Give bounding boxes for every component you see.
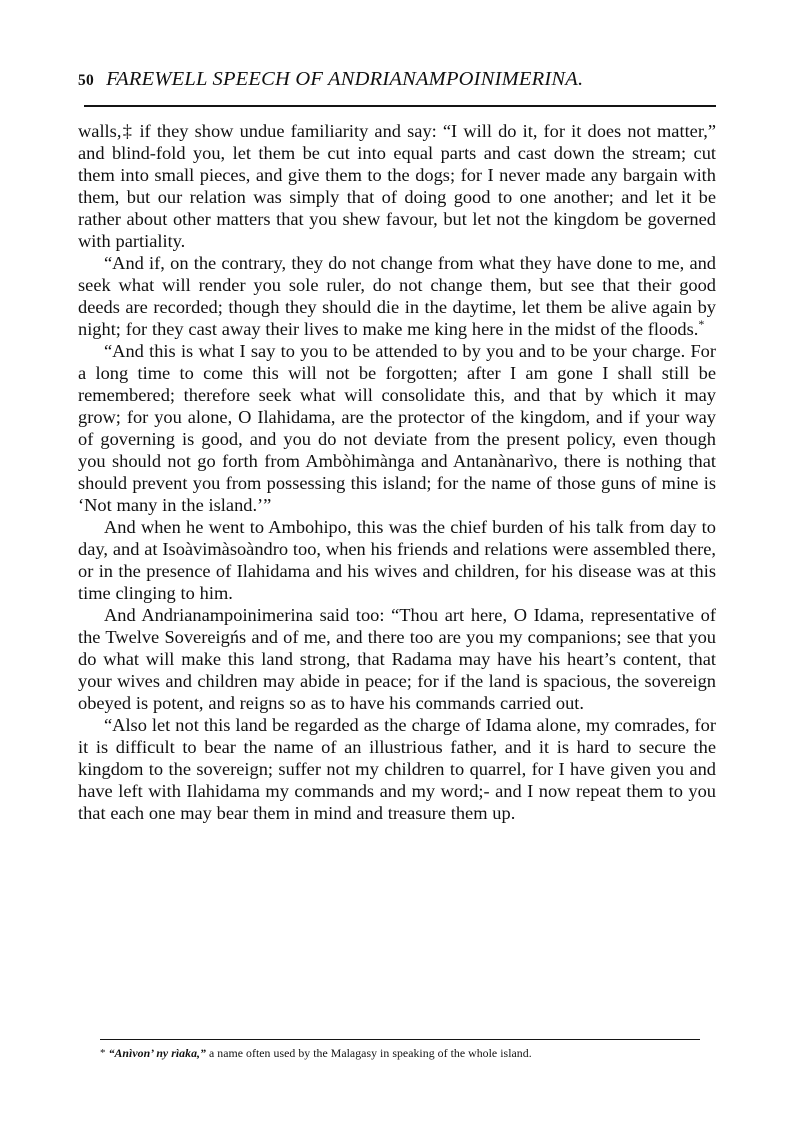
paragraph-text: “And if, on the contrary, they do not change from what they have done to me, and seek what will render you sole ruler, do not change them, but see that their good deeds are recorded; though they should die in the daytime, let them be alive again by night; for they cast away their lives to make me king here in the midst of the floods. — [78, 253, 716, 339]
paragraph-and-if — [78, 252, 716, 340]
paragraph-text: And Andrianampoinimerina said too: “Thou art here, O Idama, representative of the Twelve Sovereigńs and of me, and there too are you my companions; see that you do what will make this land strong, that Radama may have his heart’s content, that your wives and children may abide in peace; for if the land is spacious, the sovereign obeyed is potent, and reigns so as to have his commands carried out. — [78, 605, 716, 713]
paragraph-text: “Also let not this land be regarded as the charge of Idama alone, my comrades, for it is difficult to bear the name of an illustrious father, and it is hard to secure the kingdom to the sovereign; suffer not my children to quarrel, for I have given you and have left with Ilahidama my commands and my word;- and I now repeat them to you that each one may bear them in mind and treasure them up. — [78, 715, 716, 823]
paragraph-text: And when he went to Ambohipo, this was the chief burden of his talk from day to day, and at Isoàvimàsoàndro too, when his friends and relations were assembled there, or in the presence of Ilahidama and his wives and children, for his disease was at this time clinging to him. — [78, 517, 716, 603]
running-head — [78, 68, 715, 98]
footnote-marker: * — [100, 1047, 106, 1059]
paragraph-text: walls,‡ if they show undue familiarity and say: “I will do it, for it does not matter,” and blind-fold you, let them be cut into equal parts and cast down the stream; cut them into small pieces, and give them to the dogs; for I never made any bargain with them, but our relation was simply that of doing good to one another; and let it be rather about other matters that you shew favour, but let not the kingdom be governed with partiality. — [78, 121, 716, 251]
paragraph-walls — [78, 120, 716, 252]
footnote-text: a name often used by the Malagasy in speaking of the whole island. — [205, 1046, 532, 1060]
body-text-block — [78, 120, 716, 824]
page-folio-number: 50 — [78, 72, 95, 89]
running-head-title: FAREWELL SPEECH OF ANDRIANAMPOINIMERINA. — [106, 68, 584, 90]
paragraph-and-this — [78, 340, 716, 516]
footnote-marker-asterisk: * — [698, 316, 705, 331]
footnote — [100, 1046, 716, 1061]
paragraph-ambohipo — [78, 516, 716, 604]
footnote-italic-phrase: “Anìvon’ ny rìaka,” — [108, 1046, 206, 1060]
header-rule — [84, 105, 716, 107]
paragraph-text: “And this is what I say to you to be attended to by you and to be your charge. For a long time to come this will not be forgotten; after I am gone I shall still be remembered; therefore seek what will consolidate this, and that by which it may grow; for you alone, O Ilahidama, are the protector of the kingdom, and if your way of governing is good, and you do not deviate from the present policy, even though you should not go forth from Ambòhimànga and Antanànarìvo, there is nothing that should prevent you from possessing this island; for the name of those guns of mine is ‘Not many in the island.’” — [78, 341, 716, 515]
paragraph-said-too — [78, 604, 716, 714]
paragraph-also-let — [78, 714, 716, 824]
footnote-rule — [100, 1039, 700, 1040]
